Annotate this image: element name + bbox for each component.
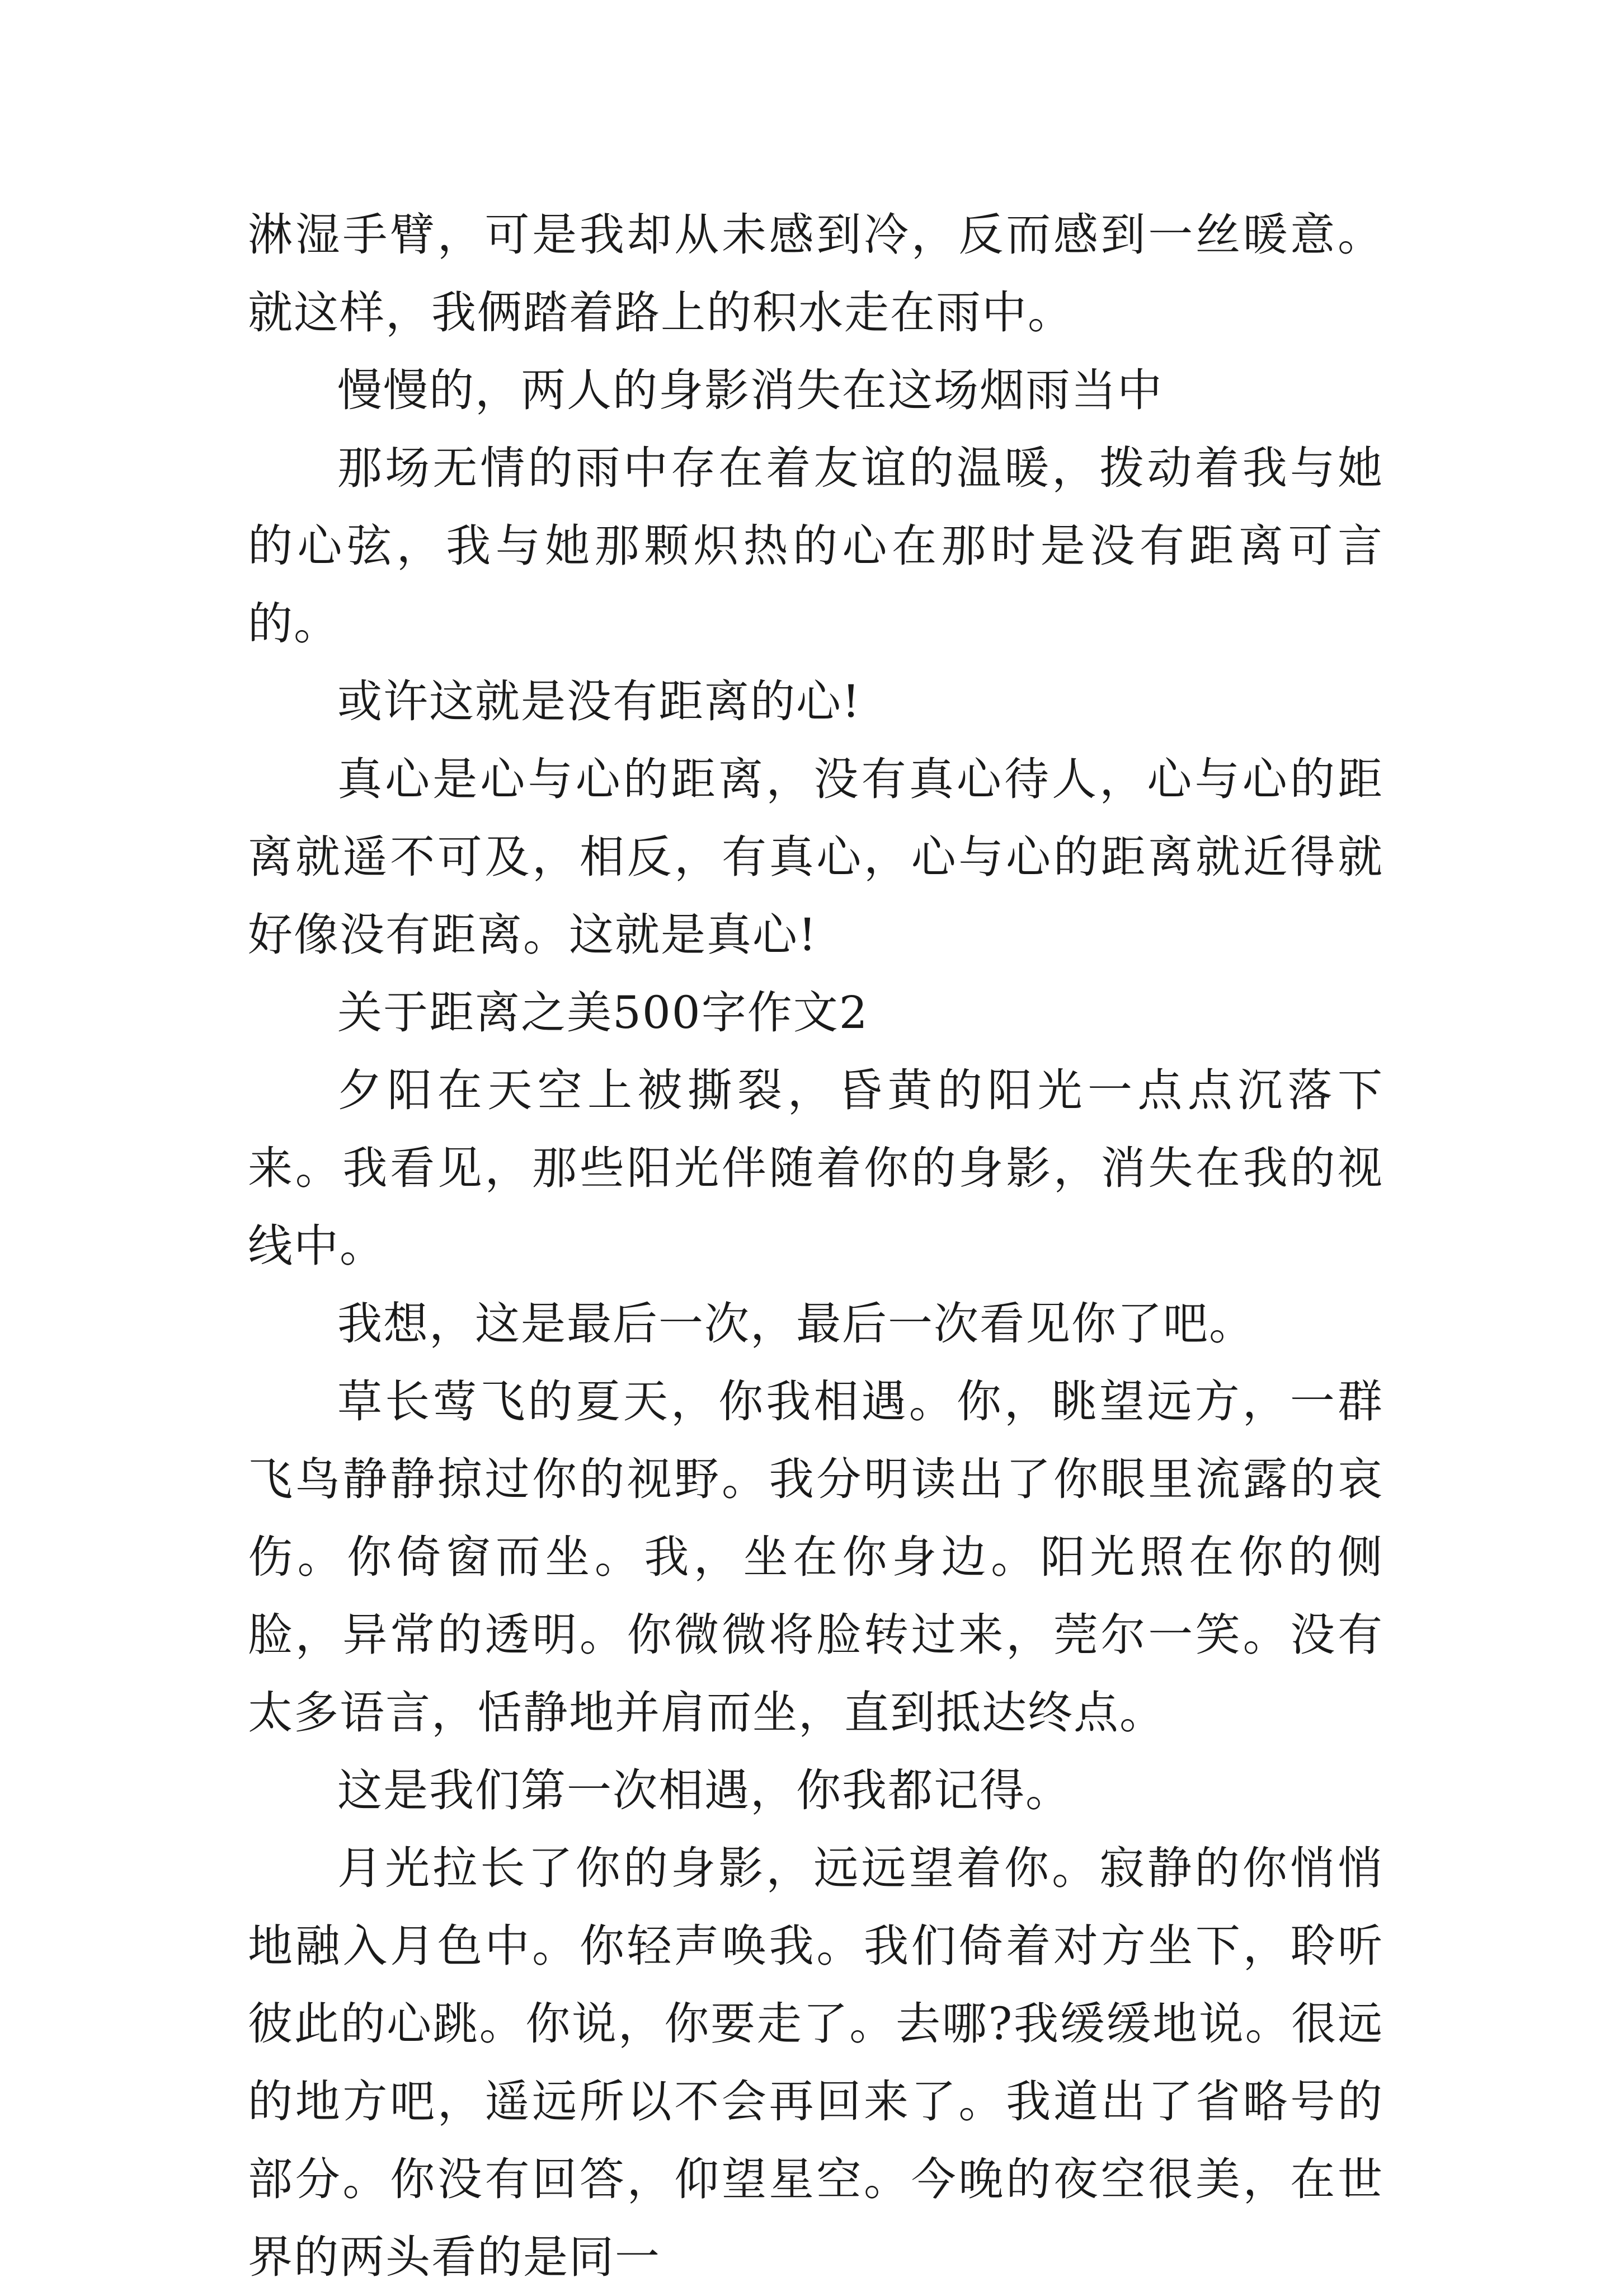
paragraph-7: 夕阳在天空上被撕裂，昏黄的阳光一点点沉落下来。我看见，那些阳光伴随着你的身影，消失在我的视线中。 [248, 1064, 1383, 1272]
paragraph-2: 慢慢的，两人的身影消失在这场烟雨当中 [337, 364, 1163, 416]
paragraph-11: 月光拉长了你的身影，远远望着你。寂静的你悄悄地融入月色中。你轻声唤我。我们倚着对方坐下，聆听彼此的心跳。你说，你要走了。去哪?我缓缓地说。很远的地方吧，遥远所以不会再回来了。我道出了省略号的部分。你没有回答，仰望星空。今晚的夜空很美，在世界的两头看的是同一 [248, 1842, 1383, 2283]
paragraph-3: 那场无情的雨中存在着友谊的温暖，拨动着我与她的心弦，我与她那颗炽热的心在那时是没有距离可言的。 [248, 442, 1383, 650]
paragraph-1: 淋湿手臂，可是我却从未感到冷，反而感到一丝暖意。就这样，我俩踏着路上的积水走在雨中。 [248, 209, 1383, 339]
paragraph-5: 真心是心与心的距离，没有真心待人，心与心的距离就遥不可及，相反，有真心，心与心的距离就近得就好像没有距离。这就是真心! [248, 753, 1383, 961]
paragraph-4: 或许这就是没有距离的心! [337, 675, 862, 727]
paragraph-9: 草长莺飞的夏天，你我相遇。你，眺望远方，一群飞鸟静静掠过你的视野。我分明读出了你眼里流露的哀伤。你倚窗而坐。我，坐在你身边。阳光照在你的侧脸，异常的透明。你微微将脸转过来，莞尔一笑。没有太多语言，恬静地并肩而坐，直到抵达终点。 [248, 1375, 1383, 1739]
paragraph-8: 我想，这是最后一次，最后一次看见你了吧。 [337, 1298, 1255, 1350]
document-body [248, 196, 1383, 2296]
section-heading: 关于距离之美500字作文2 [337, 987, 869, 1039]
paragraph-10: 这是我们第一次相遇，你我都记得。 [337, 1764, 1071, 1816]
